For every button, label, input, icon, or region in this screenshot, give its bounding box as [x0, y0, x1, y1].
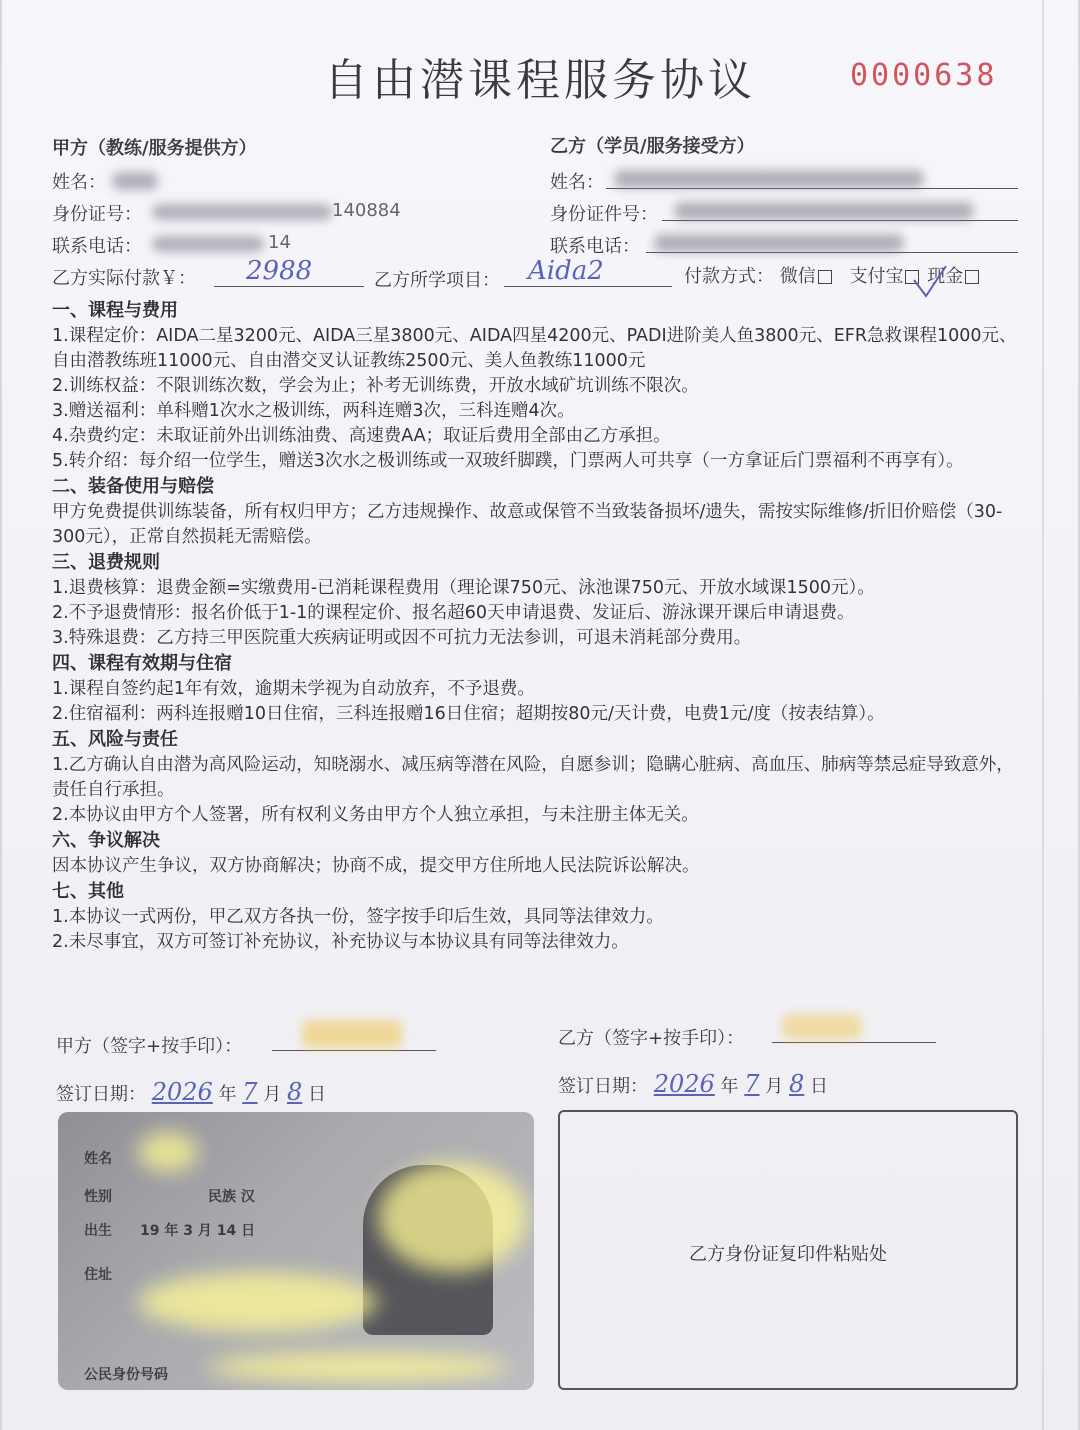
party-b-sign-line — [772, 1042, 936, 1043]
section-heading: 三、退费规则 — [52, 552, 160, 573]
party-b-phone-line — [646, 252, 1018, 253]
party-b-sign-label: 乙方（签字+按手印）： — [558, 1028, 745, 1049]
party-a-date — [56, 1078, 326, 1106]
paid-amount-label: 乙方实际付款￥： — [52, 268, 196, 289]
section-heading: 一、课程与费用 — [52, 300, 178, 321]
glare-spot — [138, 1132, 198, 1172]
redacted-id-a — [152, 204, 332, 220]
redacted-signature-b — [782, 1014, 862, 1040]
section-heading: 四、课程有效期与住宿 — [52, 653, 232, 674]
section-item: 1.本协议一式两份，甲乙双方各执一份，签字按手印后生效，具同等法律效力。 — [52, 907, 664, 927]
method-wechat: 微信 — [779, 266, 816, 287]
section-item: 4.杂费约定：未取证前外出训练油费、高速费AA；取证后费用全部由乙方承担。 — [52, 426, 671, 446]
redacted-name-a — [112, 172, 158, 190]
section-3 — [52, 550, 1022, 651]
section-2 — [52, 474, 1022, 550]
party-a-name-label: 姓名： — [52, 172, 106, 193]
section-4 — [52, 651, 1022, 727]
month-char: 月 — [263, 1084, 282, 1105]
day-char: 日 — [810, 1076, 829, 1097]
section-item: 3.赠送福利：单科赠1次水之极训练，两科连赠3次，三科连赠4次。 — [52, 401, 575, 421]
party-b-id-line — [662, 220, 1018, 221]
paste-box-label: 乙方身份证复印件粘贴处 — [689, 1244, 887, 1265]
section-item: 2.训练权益：不限训练次数，学会为止；补考无训练费，开放水域矿坑训练不限次。 — [52, 376, 699, 396]
serial-number: 0000638 — [850, 58, 998, 93]
party-b-date — [558, 1070, 828, 1098]
section-heading: 五、风险与责任 — [52, 729, 178, 750]
method-alipay: 支付宝 — [849, 266, 904, 287]
section-item: 3.特殊退费：乙方持三甲医院重大疾病证明或因不可抗力无法参训，可退未消耗部分费用。 — [52, 628, 752, 648]
id-label-gender: 性别 — [84, 1189, 112, 1205]
id-label-name: 姓名 — [84, 1151, 112, 1167]
section-heading: 六、争议解决 — [52, 830, 160, 851]
section-item: 因本协议产生争议，双方协商解决；协商不成，提交甲方住所地人民法院诉讼解决。 — [52, 856, 700, 876]
section-item: 1.退费核算：退费金额=实缴费用-已消耗课程费用（理论课750元、泳池课750元、开放水域课1500元）。 — [52, 578, 875, 598]
a-month: 7 — [242, 1078, 258, 1106]
section-heading: 二、装备使用与赔偿 — [52, 476, 214, 497]
section-6 — [52, 828, 1022, 879]
section-5 — [52, 727, 1022, 828]
party-a-phone-label: 联系电话： — [52, 236, 142, 257]
party-a-id-partial: 140884 — [332, 200, 401, 221]
b-month: 7 — [744, 1070, 760, 1098]
project-value: Aida2 — [528, 256, 604, 286]
year-char: 年 — [218, 1084, 237, 1105]
document-title: 自由潜课程服务协议 — [324, 55, 756, 106]
b-day: 8 — [789, 1070, 805, 1098]
section-item: 1.课程定价：AIDA二星3200元、AIDA三星3800元、AIDA四星4200元、PADI进阶美人鱼3800元、EFR急救课程1000元、自由潜教练班11000元、自由潜交叉认证教练2500元、美人鱼教练11000元 — [52, 326, 1017, 371]
a-year: 2026 — [151, 1078, 213, 1106]
id-birth-partial: 19 年 3 月 14 日 — [140, 1223, 256, 1239]
project-line — [504, 286, 672, 287]
agreement-page — [2, 0, 1078, 1430]
id-label-birth: 出生 — [84, 1223, 112, 1239]
party-b-name-line — [606, 188, 1018, 189]
redacted-phone-a — [152, 236, 264, 252]
party-a-phone-partial: 14 — [268, 232, 291, 253]
section-heading: 七、其他 — [52, 881, 124, 902]
section-item: 1.乙方确认自由潜为高风险运动，知晓溺水、减压病等潜在风险，自愿参训；隐瞒心脏病、高血压、肺病等禁忌症导致意外，责任自行承担。 — [52, 755, 1014, 800]
cash-checkbox[interactable] — [965, 270, 979, 284]
paper-fold — [1042, 0, 1044, 1430]
id-card-copy — [58, 1112, 534, 1390]
id-paste-box — [558, 1110, 1018, 1390]
party-b-phone-label: 联系电话： — [550, 236, 640, 257]
wechat-checkbox[interactable] — [818, 270, 832, 284]
redacted-phone-b — [654, 234, 904, 252]
b-year: 2026 — [653, 1070, 715, 1098]
section-item: 2.住宿福利：两科连报赠10日住宿，三科连报赠16日住宿；超期按80元/天计费，电费1元/度（按表结算）。 — [52, 704, 885, 724]
party-a-id-label: 身份证号： — [52, 204, 142, 225]
project-label: 乙方所学项目： — [374, 270, 500, 291]
id-label-address: 住址 — [84, 1267, 112, 1283]
redacted-name-b — [614, 170, 924, 188]
party-b-name-label: 姓名： — [550, 172, 604, 193]
section-item: 5.转介绍：每介绍一位学生，赠送3次水之极训练或一双玻纤脚蹼，门票两人可共享（一方拿证后门票福利不再享有）。 — [52, 451, 964, 471]
a-day: 8 — [287, 1078, 303, 1106]
month-char: 月 — [765, 1076, 784, 1097]
section-item: 1.课程自签约起1年有效，逾期未学视为自动放弃，不予退费。 — [52, 679, 535, 699]
date-label: 签订日期： — [558, 1076, 648, 1097]
payment-method-label: 付款方式： — [684, 266, 774, 287]
date-label: 签订日期： — [56, 1084, 146, 1105]
method-cash: 现金 — [927, 266, 964, 287]
glare-spot — [138, 1272, 378, 1332]
id-label-number: 公民身份号码 — [84, 1367, 168, 1383]
paid-amount-value: 2988 — [246, 256, 313, 286]
section-item: 2.未尽事宜，双方可签订补充协议，补充协议与本协议具有同等法律效力。 — [52, 932, 629, 952]
party-b-id-label: 身份证件号： — [550, 204, 658, 225]
party-a-sign-label: 甲方（签字+按手印）： — [56, 1036, 243, 1057]
section-1 — [52, 298, 1022, 474]
paid-amount-line — [214, 286, 364, 287]
terms-body — [52, 298, 1022, 955]
party-b-heading: 乙方（学员/服务接受方） — [550, 136, 755, 157]
day-char: 日 — [308, 1084, 327, 1105]
id-gender-nation: 民族 汉 — [208, 1189, 255, 1205]
checkmark-icon — [910, 262, 950, 302]
glare-spot — [208, 1352, 508, 1382]
section-item: 2.不予退费情形：报名价低于1-1的课程定价、报名超60天申请退费、发证后、游泳课开课后申请退费。 — [52, 603, 855, 623]
party-a-heading: 甲方（教练/服务提供方） — [52, 138, 257, 159]
year-char: 年 — [720, 1076, 739, 1097]
section-item: 甲方免费提供训练装备，所有权归甲方；乙方违规操作、故意或保管不当致装备损坏/遗失，需按实际维修/折旧价赔偿（30-300元），正常自然损耗无需赔偿。 — [52, 502, 1003, 547]
redacted-signature-a — [302, 1020, 402, 1048]
party-a-sign-line — [272, 1050, 436, 1051]
section-7 — [52, 879, 1022, 955]
section-item: 2.本协议由甲方个人签署，所有权利义务由甲方个人独立承担，与未注册主体无关。 — [52, 805, 699, 825]
redacted-id-b — [674, 202, 974, 220]
glare-spot — [378, 1162, 528, 1272]
